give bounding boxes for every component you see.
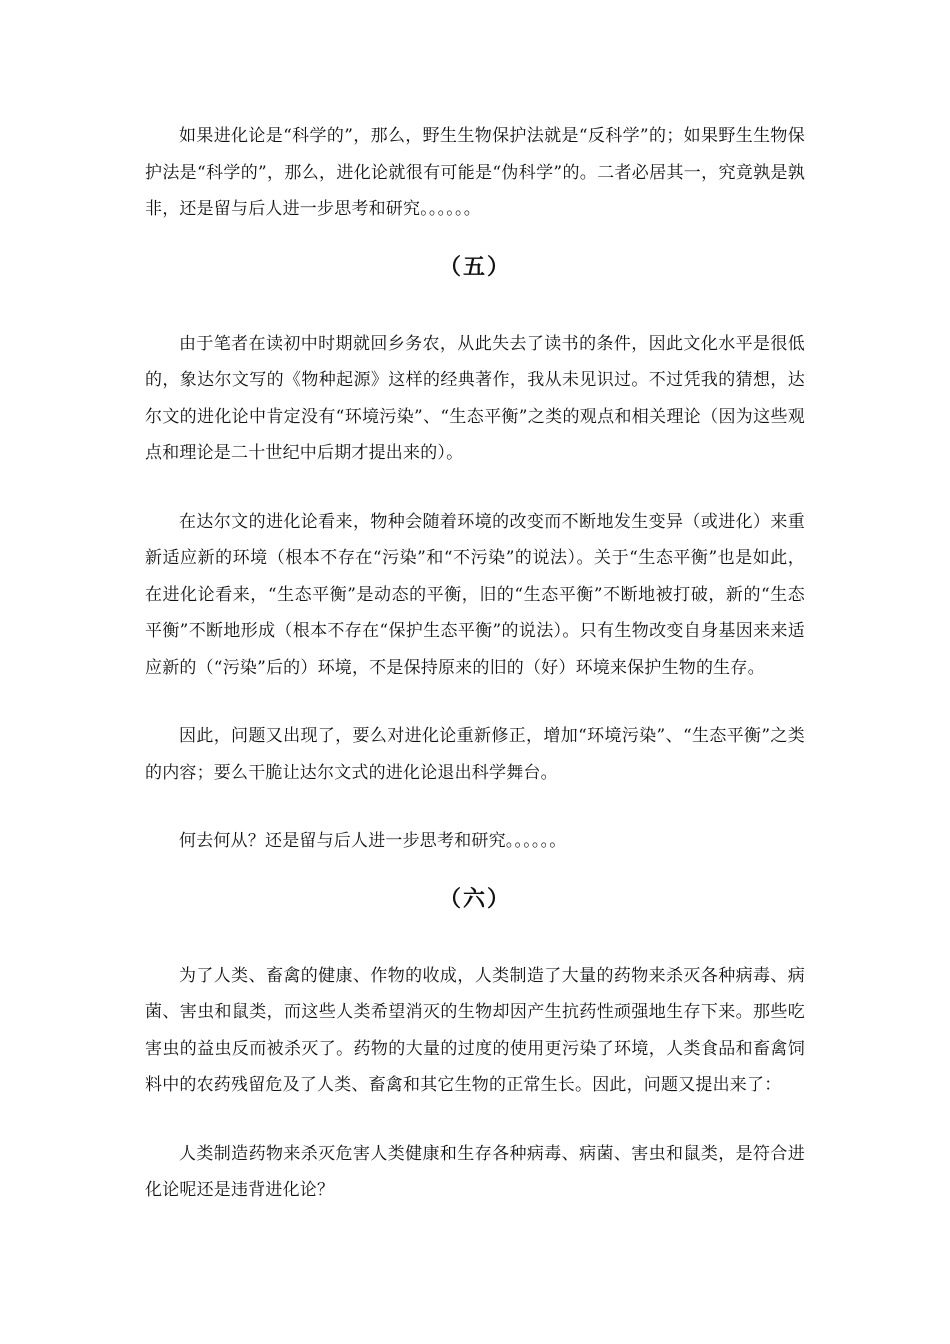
section-5-heading: （五） (438, 253, 511, 280)
intro-paragraph: 如果进化论是“科学的”，那么，野生生物保护法就是“反科学”的；如果野生生物保护法是“科学的”，那么，进化论就很有可能是“伪科学”的。二者必居其一，究竟孰是孰非，还是留与后人进一步思考和研究。。。。。。 (145, 126, 805, 219)
section-6-paragraph-1: 为了人类、畜禽的健康、作物的收成，人类制造了大量的药物来杀灭各种病毒、病菌、害虫和鼠类，而这些人类希望消灭的生物却因产生抗药性顽强地生存下来。那些吃害虫的益虫反而被杀灭了。药物的大量的过度的使用更污染了环境，人类食品和畜禽饲料中的农药残留危及了人类、畜禽和其它生物的正常生长。因此，问题又提出来了： (145, 965, 805, 1095)
section-6-paragraph-2: 人类制造药物来杀灭危害人类健康和生存各种病毒、病菌、害虫和鼠类，是符合进化论呢还是违背进化论？ (145, 1143, 805, 1200)
section-5-paragraph-2: 在达尔文的进化论看来，物种会随着环境的改变而不断地发生变异（或进化）来重新适应新的环境（根本不存在“污染”和“不污染”的说法）。关于“生态平衡”也是如此，在进化论看来，“生态平衡”是动态的平衡，旧的“生态平衡”不断地被打破，新的“生态平衡”不断地形成（根本不存在“保护生态平衡”的说法）。只有生物改变自身基因来来适应新的（“污染”后的）环境，不是保持原来的旧的（好）环境来保护生物的生存。 (145, 511, 805, 678)
section-5-paragraph-1: 由于笔者在读初中时期就回乡务农，从此失去了读书的条件，因此文化水平是很低的，象达尔文写的《物种起源》这样的经典著作，我从未见识过。不过凭我的猜想，达尔文的进化论中肯定没有“环境污染”、“生态平衡”之类的观点和相关理论（因为这些观点和理论是二十世纪中后期才提出来的）。 (145, 333, 805, 463)
document-page (145, 118, 805, 1209)
section-5-paragraph-3: 因此，问题又出现了，要么对进化论重新修正，增加“环境污染”、“生态平衡”之类的内容；要么干脆让达尔文式的进化论退出科学舞台。 (145, 726, 805, 783)
section-6-heading: （六） (438, 885, 511, 912)
section-5-paragraph-4: 何去何从？还是留与后人进一步思考和研究。。。。。。 (179, 831, 567, 851)
